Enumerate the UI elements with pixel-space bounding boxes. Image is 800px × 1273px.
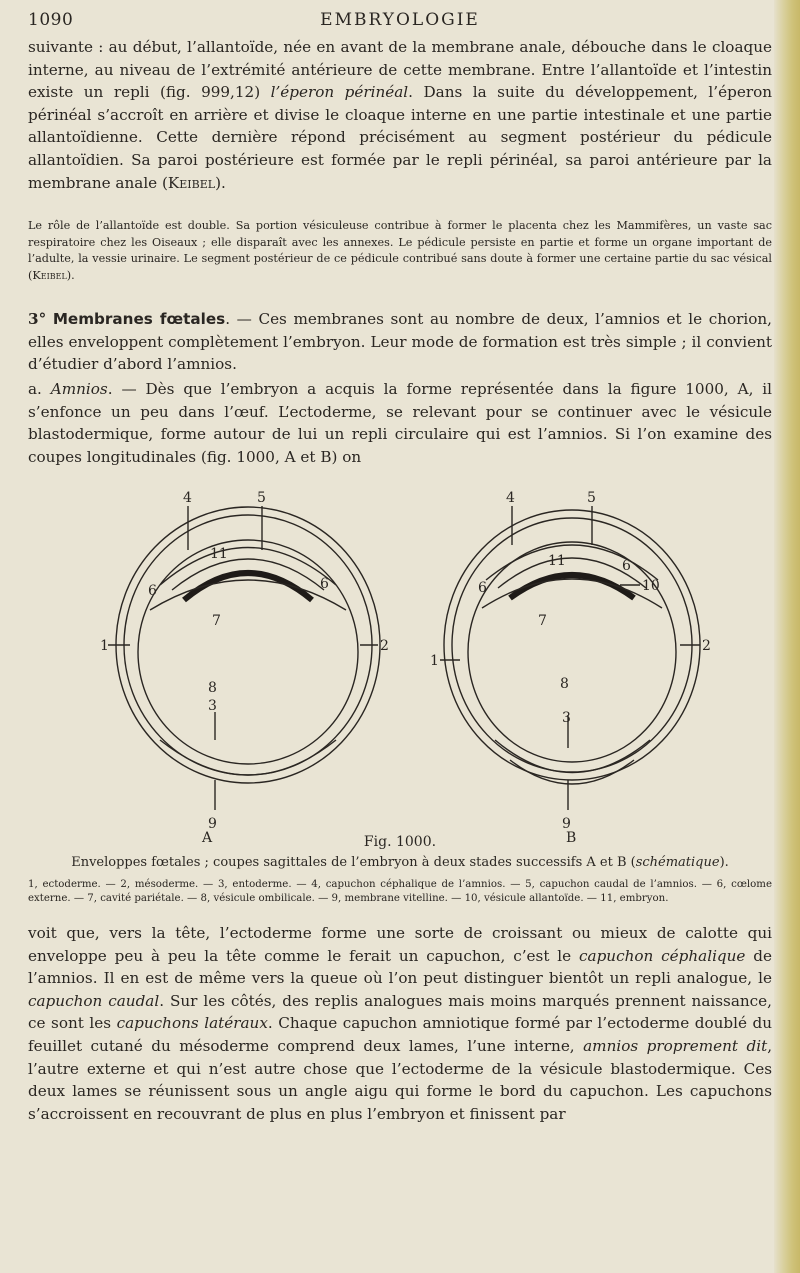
- section-membranes-foetales: 3° Membranes fœtales. — Ces membranes sont au nombre de deux, l’amnios et le chorion, elles enveloppent complètement l’embryon. Leur mode de formation est très simple ; il convient d’étudier d’abord l’amnios.: [28, 310, 773, 374]
- fig-a-label-4: 4: [183, 490, 192, 506]
- page-edge: [774, 0, 800, 1273]
- fig-a-label-11: 11: [210, 546, 228, 562]
- fig-b-label-3: 3: [562, 710, 571, 726]
- figure-drawing: [100, 490, 720, 840]
- running-title: EMBRYOLOGIE: [320, 10, 480, 30]
- panel-label-a: A: [202, 830, 213, 846]
- figure-caption: Enveloppes fœtales ; coupes sagittales de l’embryon à deux stades successifs A et B (schématique).: [71, 855, 729, 870]
- figure-1000: [100, 490, 720, 840]
- fig-a-label-6-left: 6: [148, 583, 157, 599]
- paragraph-allantoide: suivante : au début, l’allantoïde, née en avant de la membrane anale, débouche dans le cloaque interne, au niveau de l’extrémité antérieure de cette membrane. Entre l’allantoïde et l’intestin existe un repli (fig. 999,12) l’éperon périnéal. Dans la suite du développement, l’éperon périnéal s’accroît en arrière et divise le cloaque interne en une partie intestinale et une partie allantoïdienne. Cette dernière répond précisément au segment postérieur du pédicule allantoïdien. Sa paroi postérieure est formée par le repli périnéal, sa paroi antérieure par la membrane anale (Keibel).: [28, 38, 772, 192]
- fig-b-label-1: 1: [430, 653, 439, 669]
- fig-b-label-7: 7: [538, 613, 547, 629]
- note-allantoide: Le rôle de l’allantoïde est double. Sa portion vésiculeuse contribue à former le placenta chez les Mammifères, un vaste sac respiratoire chez les Oiseaux ; elle disparaît avec les annexes. Le pédicule persiste en partie et forme un organe important de l’adulte, la vessie urinaire. Le segment postérieur de ce pédicule contribué sans doute à former une certaine partie du sac vésical (Keibel).: [28, 219, 772, 282]
- fig-a-label-9: 9: [208, 816, 217, 832]
- fig-b-label-6-right: 6: [622, 558, 631, 574]
- paragraph-amnios: a. Amnios. — Dès que l’embryon a acquis la forme représentée dans la figure 1000, A, il s’enfonce un peu dans l’œuf. L’ectoderme, se relevant pour se continuer avec le vésicule blastodermique, forme autour de lui un repli circulaire qui est l’amnios. Si l’on examine des coupes longitudinales (fig. 1000, A et B) on: [28, 380, 772, 466]
- fig-a-label-5: 5: [257, 490, 266, 506]
- fig-b-label-2: 2: [702, 638, 711, 654]
- fig-b-label-6-left: 6: [478, 580, 487, 596]
- fig-b-label-8: 8: [560, 676, 569, 692]
- paragraph-capuchons: voit que, vers la tête, l’ectoderme forme une sorte de croissant ou mieux de calotte qui enveloppe peu à peu la tête comme le ferait un capuchon, c’est le capuchon céphalique de l’amnios. Il en est de même vers la queue où l’on peut distinguer bientôt un repli analogue, le capuchon caudal. Sur les côtés, des replis analogues mais moins marqués prennent naissance, ce sont les capuchons latéraux. Chaque capuchon amniotique formé par l’ectoderme doublé du feuillet cutané du mésoderme comprend deux lames, l’une interne, amnios proprement dit, l’autre externe et qui n’est autre chose que l’ectoderme de la vésicule blastodermique. Ces deux lames se réunissent sous un angle aigu qui forme le bord du capuchon. Les capuchons s’accroissent en recouvrant de plus en plus l’embryon et finissent par: [28, 924, 773, 1123]
- fig-b-label-10: 10: [642, 578, 660, 594]
- fig-a-label-2: 2: [380, 638, 389, 654]
- fig-b-label-9: 9: [562, 816, 571, 832]
- fig-a-label-6-right: 6: [320, 576, 329, 592]
- page-header: [28, 8, 772, 32]
- diagram-panel-a: [100, 490, 389, 832]
- fig-a-label-7: 7: [212, 613, 221, 629]
- fig-b-label-11: 11: [548, 553, 566, 569]
- figure-legend: 1, ectoderme. — 2, mésoderme. — 3, entoderme. — 4, capuchon céphalique de l’amnios. — 5, capuchon caudal de l’amnios. — 6, cœlome externe. — 7, cavité pariétale. — 8, vésicule ombilicale. — 9, membrane vitelline. — 10, vésicule allantoïde. — 11, embryon.: [28, 879, 772, 904]
- figure-title: Fig. 1000.: [363, 834, 437, 850]
- section-title: Membranes fœtales: [52, 310, 226, 328]
- fig-a-label-1: 1: [100, 638, 109, 654]
- fig-a-label-8: 8: [208, 680, 217, 696]
- page-number: 1090: [28, 10, 74, 30]
- fig-b-label-4: 4: [506, 490, 515, 506]
- panel-label-b: B: [566, 830, 577, 846]
- fig-a-label-3: 3: [208, 698, 217, 714]
- diagram-panel-b: [430, 490, 711, 832]
- fig-b-label-5: 5: [587, 490, 596, 506]
